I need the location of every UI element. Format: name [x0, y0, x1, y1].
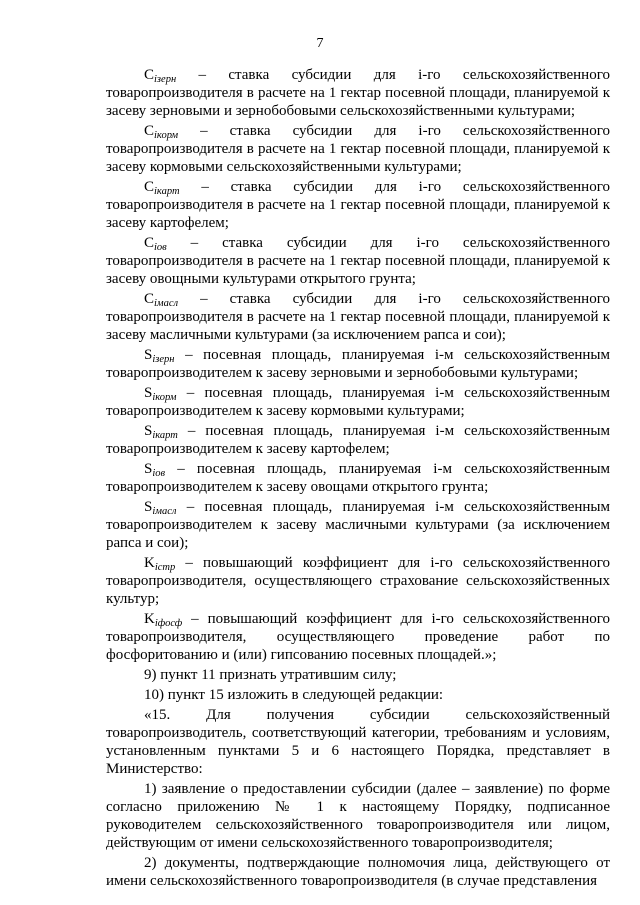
definition-c-oilseed [106, 290, 610, 344]
definition-s-vegetable [106, 460, 610, 496]
definition-text: – посевная площадь, планируемая i-м сельскохозяйственным товаропроизводителем к засеву овощами открытого грунта; [106, 461, 610, 495]
definition-s-fodder [106, 384, 610, 420]
subscript: iмасл [152, 506, 177, 517]
symbol: S [144, 385, 153, 401]
subscript: iкарт [152, 430, 178, 441]
symbol: C [144, 67, 155, 83]
symbol: C [144, 235, 155, 251]
definition-s-grain [106, 346, 610, 382]
definition-c-potato [106, 178, 610, 232]
symbol: C [144, 123, 155, 139]
definition-k-insurance [106, 554, 610, 608]
clause-15: «15. Для получения субсидии сельскохозяйственный товаропроизводитель, соответствующий категории, требованиям и условиям, установленным пунктами 5 и 6 настоящего Порядка, представляет в Министерство: [106, 707, 610, 777]
definition-s-oilseed [106, 498, 610, 552]
definition-text: – ставка субсидии для i-го сельскохозяйственного товаропроизводителя в расчете на 1 гектар посевной площади, планируемой к засеву картофелем; [106, 179, 610, 231]
subscript: iкорм [154, 130, 179, 141]
definition-text: – ставка субсидии для i-го сельскохозяйственного товаропроизводителя в расчете на 1 гектар посевной площади, планируемой к засеву зерновыми и зернобобовыми сельскохозяйственными культурами; [106, 67, 610, 119]
symbol: C [144, 291, 155, 307]
subscript: iзерн [154, 74, 177, 85]
definition-text: – посевная площадь, планируемая i-м сельскохозяйственным товаропроизводителем к засеву кормовыми культурами; [106, 385, 610, 419]
definition-c-grain [106, 66, 610, 120]
symbol: S [144, 499, 153, 515]
definition-text: – ставка субсидии для i-го сельскохозяйственного товаропроизводителя в расчете на 1 гектар посевной площади, планируемой к засеву овощными культурами открытого грунта; [106, 235, 610, 287]
definition-k-phosphorite [106, 610, 610, 664]
clause-15-item-1: 1) заявление о предоставлении субсидии (далее – заявление) по форме согласно приложению № 1 к настоящему Порядку, подписанное руководителем сельскохозяйственного товаропроизводителя или лицом, действующим от имени сельскохозяйственного товаропроизводителя; [106, 781, 610, 851]
symbol: S [144, 461, 153, 477]
subscript: iмасл [154, 298, 179, 309]
symbol: C [144, 179, 155, 195]
clause-15-item-2: 2) документы, подтверждающие полномочия лица, действующего от имени сельскохозяйственного товаропроизводителя (в случае представления [106, 855, 610, 889]
subscript: iзерн [152, 354, 175, 365]
subscript: iстр [154, 562, 176, 573]
definition-text: – повышающий коэффициент для i-го сельскохозяйственного товаропроизводителя, осуществляющего страхование сельскохозяйственных культур; [106, 555, 610, 607]
definition-text: – ставка субсидии для i-го сельскохозяйственного товаропроизводителя в расчете на 1 гектар посевной площади, планируемой к засеву кормовыми сельскохозяйственными культурами; [106, 123, 610, 175]
definition-c-vegetable [106, 234, 610, 288]
symbol: S [144, 347, 153, 363]
definition-s-potato [106, 422, 610, 458]
definition-text: – ставка субсидии для i-го сельскохозяйственного товаропроизводителя в расчете на 1 гектар посевной площади, планируемой к засеву масличными культурами (за исключением рапса и сои); [106, 291, 610, 343]
subscript: iов [152, 468, 166, 479]
amendment-item-10: 10) пункт 15 изложить в следующей редакции: [144, 687, 444, 703]
document-body [106, 64, 610, 890]
subscript: iов [154, 242, 167, 253]
definition-c-fodder [106, 122, 610, 176]
subscript: iфосф [154, 618, 183, 629]
subscript: iкарт [154, 186, 180, 197]
definition-text: – посевная площадь, планируемая i-м сельскохозяйственным товаропроизводителем к засеву масличными культурами (за исключением рапса и сои); [106, 499, 610, 551]
subscript: iкорм [152, 392, 177, 403]
definition-text: – посевная площадь, планируемая i-м сельскохозяйственным товаропроизводителем к засеву зерновыми и зернобобовыми культурами; [106, 347, 610, 381]
definition-text: – посевная площадь, планируемая i-м сельскохозяйственным товаропроизводителем к засеву картофелем; [106, 423, 610, 457]
page-number: 7 [316, 36, 324, 51]
symbol: K [144, 611, 155, 627]
definition-text: – повышающий коэффициент для i-го сельскохозяйственного товаропроизводителя, осуществляющего проведение работ по фосфоритованию и (или) гипсованию посевных площадей.»; [106, 611, 610, 663]
amendment-item-9: 9) пункт 11 признать утратившим силу; [144, 667, 397, 683]
symbol: S [144, 423, 153, 439]
symbol: K [144, 555, 155, 571]
